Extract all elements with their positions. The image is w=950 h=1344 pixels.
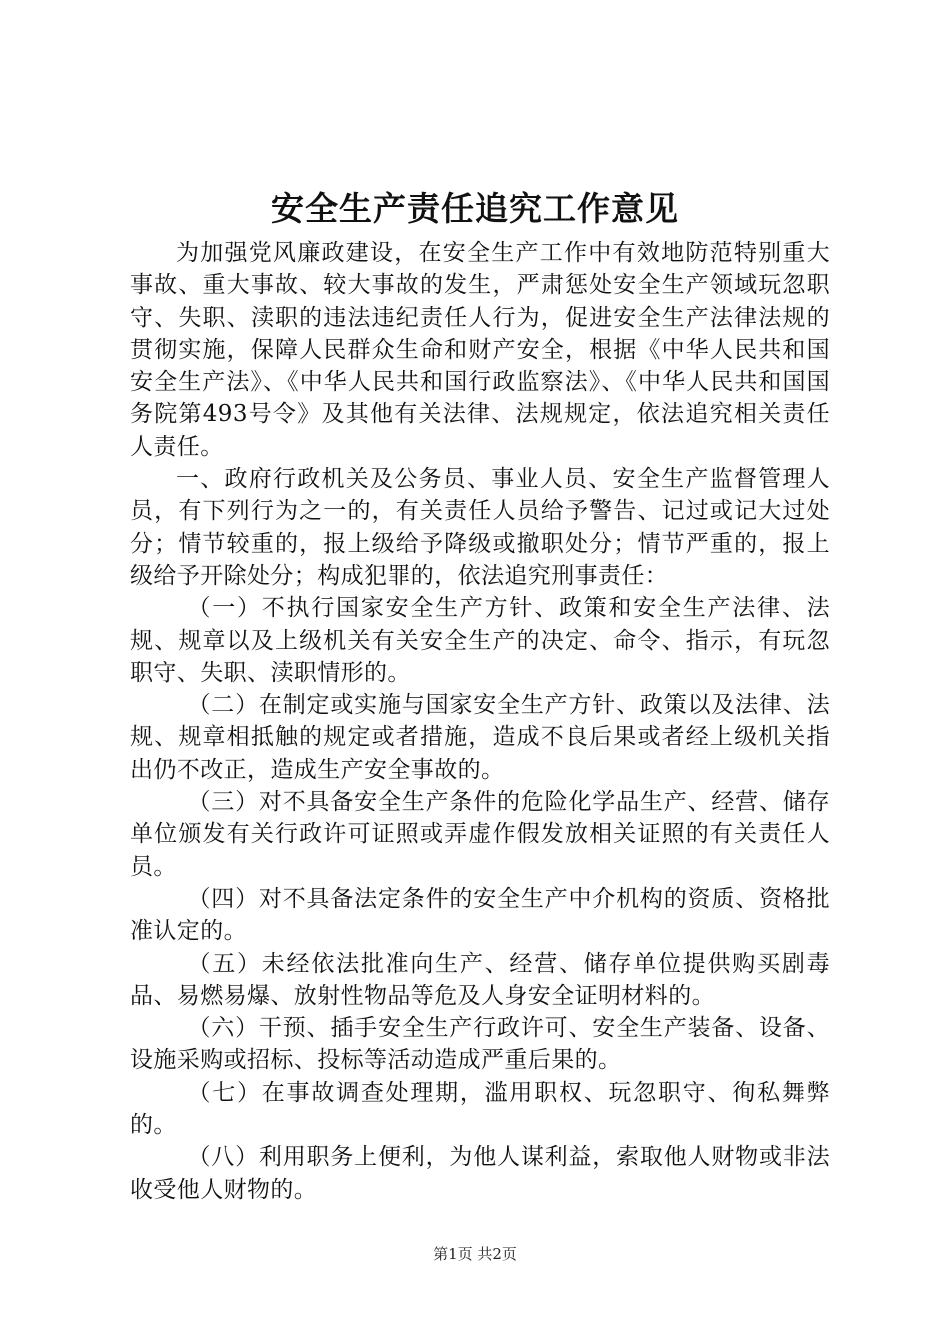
clause-1-paragraph: （一）不执行国家安全生产方针、政策和安全生产法律、法规、规章以及上级机关有关安全生产的决定、命令、指示，有玩忽职守、失职、渎职情形的。 [130,595,830,686]
document-title: 安全生产责任追究工作意见 [271,189,679,228]
clause-4-paragraph: （四）对不具备法定条件的安全生产中介机构的资质、资格批准认定的。 [130,885,830,945]
clause-2-paragraph: （二）在制定或实施与国家安全生产方针、政策以及法律、法规、规章相抵触的规定或者措施，造成不良后果或者经上级机关指出仍不改正，造成生产安全事故的。 [130,692,830,783]
clause-8-paragraph: （八）利用职务上便利，为他人谋利益，索取他人财物或非法收受他人财物的。 [130,1144,830,1203]
document-body [130,237,830,1206]
clause-7-paragraph: （七）在事故调查处理期，滥用职权、玩忽职守、徇私舞弊的。 [130,1079,830,1139]
intro-paragraph: 为加强党风廉政建设，在安全生产工作中有效地防范特别重大事故、重大事故、较大事故的发生，严肃惩处安全生产领域玩忽职守、失职、渎职的违法违纪责任人行为，促进安全生产法律法规的贯彻实施，保障人民群众生命和财产安全，根据《中华人民共和国安全生产法》、《中华人民共和国行政监察法》、《中华人民共和国国务院第493号令》及其他有关法律、法规规定，依法追究相关责任人责任。 [130,240,830,460]
clause-3-paragraph: （三）对不具备安全生产条件的危险化学品生产、经营、储存单位颁发有关行政许可证照或弄虚作假发放相关证照的有关责任人员。 [130,789,830,880]
page-number-footer: 第1页 共2页 [433,1245,517,1263]
clause-5-paragraph: （五）未经依法批准向生产、经营、储存单位提供购买剧毒品、易燃易爆、放射性物品等危及人身安全证明材料的。 [130,950,830,1009]
clause-6-paragraph: （六）干预、插手安全生产行政许可、安全生产装备、设备、设施采购或招标、投标等活动造成严重后果的。 [130,1015,830,1074]
section-one-paragraph: 一、政府行政机关及公务员、事业人员、安全生产监督管理人员，有下列行为之一的，有关责任人员给予警告、记过或记大过处分；情节较重的，报上级给予降级或撤职处分；情节严重的，报上级给予开除处分；构成犯罪的，依法追究刑事责任： [130,466,830,589]
